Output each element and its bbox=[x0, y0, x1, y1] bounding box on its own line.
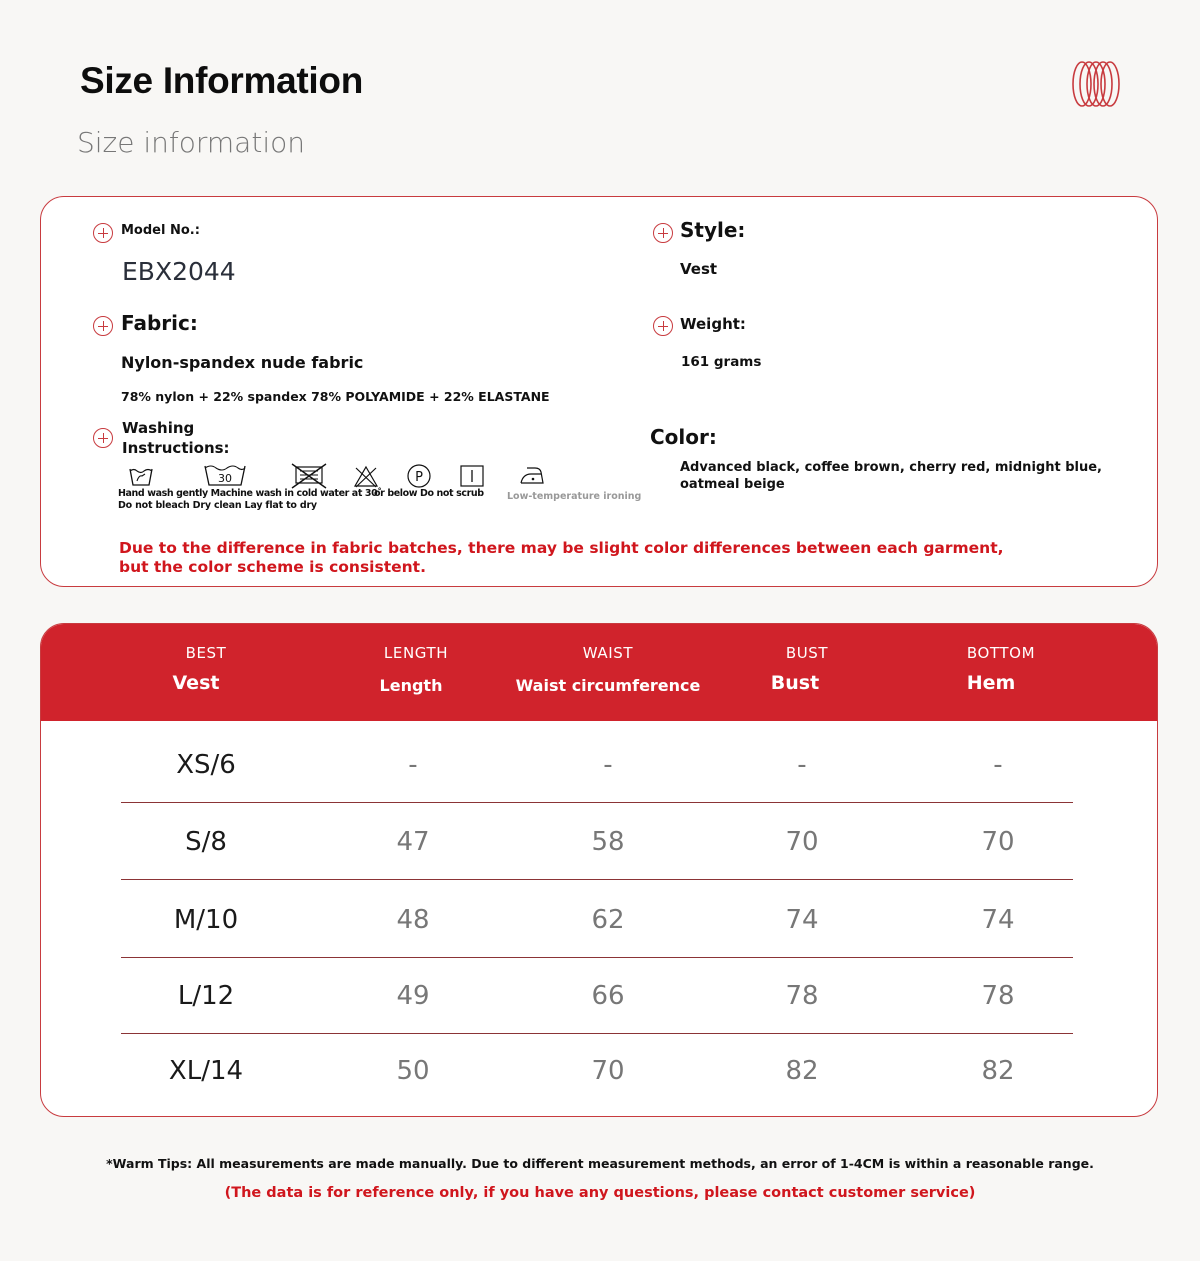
hem-cell: 82 bbox=[981, 1056, 1015, 1086]
lay-flat-dry-icon bbox=[459, 464, 485, 488]
do-not-scrub-icon bbox=[290, 463, 328, 489]
color-label: Color: bbox=[650, 425, 717, 449]
model-value: EBX2044 bbox=[122, 257, 236, 286]
page-subtitle: Size information bbox=[77, 126, 305, 159]
fabric-value: Nylon-spandex nude fabric bbox=[121, 353, 364, 372]
size-cell: XL/14 bbox=[168, 1056, 244, 1086]
weight-value: 161 grams bbox=[681, 354, 762, 370]
column-header-waist: WAIST Waist circumference bbox=[515, 644, 701, 695]
model-label: Model No.: bbox=[121, 223, 200, 238]
column-header-bust: BUST Bust bbox=[770, 644, 829, 694]
product-info-card bbox=[40, 196, 1158, 587]
waist-cell: 70 bbox=[591, 1056, 625, 1086]
style-label: Style: bbox=[680, 218, 746, 242]
length-cell: 47 bbox=[396, 827, 430, 857]
machine-wash-30-icon bbox=[203, 463, 247, 487]
fabric-label: Fabric: bbox=[121, 311, 198, 335]
column-header-length: LENGTH Length bbox=[379, 644, 449, 695]
length-cell: - bbox=[408, 750, 418, 780]
plus-icon bbox=[93, 428, 113, 448]
bust-cell: - bbox=[797, 750, 807, 780]
fabric-composition: 78% nylon + 22% spandex 78% POLYAMIDE + 22% ELASTANE bbox=[121, 389, 550, 404]
hem-cell: 74 bbox=[981, 905, 1015, 935]
column-header-vest: BEST Vest bbox=[172, 644, 227, 694]
hem-cell: 70 bbox=[981, 827, 1015, 857]
table-row bbox=[121, 1034, 1073, 1109]
washing-label: Washing bbox=[122, 419, 195, 437]
do-not-bleach-icon bbox=[353, 465, 379, 489]
svg-text:P: P bbox=[415, 470, 423, 485]
table-row bbox=[121, 959, 1073, 1034]
bust-cell: 70 bbox=[785, 827, 819, 857]
weight-label: Weight: bbox=[680, 315, 746, 333]
washing-text: or below Do not scrub bbox=[374, 488, 484, 499]
plus-icon bbox=[653, 223, 673, 243]
table-row bbox=[121, 883, 1073, 958]
style-value: Vest bbox=[680, 260, 718, 278]
size-cell: M/10 bbox=[173, 905, 239, 935]
svg-text:30: 30 bbox=[218, 472, 232, 485]
bust-cell: 82 bbox=[785, 1056, 819, 1086]
reference-note: (The data is for reference only, if you have any questions, please contact customer service) bbox=[224, 1185, 976, 1201]
waist-cell: 58 bbox=[591, 827, 625, 857]
table-row bbox=[121, 805, 1073, 880]
length-cell: 49 bbox=[396, 981, 430, 1011]
plus-icon bbox=[93, 316, 113, 336]
iron-low-icon bbox=[517, 463, 547, 489]
washing-text: Hand wash gently Machine wash in cold water at 30˚ bbox=[118, 488, 382, 499]
bust-cell: 74 bbox=[785, 905, 819, 935]
dry-clean-icon bbox=[406, 463, 432, 489]
waist-cell: 62 bbox=[591, 905, 625, 935]
hem-cell: - bbox=[993, 750, 1003, 780]
ironing-text: Low-temperature ironing bbox=[507, 491, 642, 502]
length-cell: 48 bbox=[396, 905, 430, 935]
size-cell: L/12 bbox=[177, 981, 235, 1011]
washing-text: Do not bleach Dry clean Lay flat to dry bbox=[118, 500, 317, 511]
table-row bbox=[121, 728, 1073, 803]
size-cell: S/8 bbox=[185, 827, 227, 857]
column-header-hem: BOTTOM Hem bbox=[966, 644, 1036, 694]
table-header bbox=[41, 624, 1157, 721]
warm-tip: *Warm Tips: All measurements are made manually. Due to different measurement methods, an error of 1-4CM is within a reasonable range. bbox=[106, 1156, 1094, 1171]
bust-cell: 78 bbox=[785, 981, 819, 1011]
color-value: Advanced black, coffee brown, cherry red, midnight blue, bbox=[680, 460, 1102, 475]
waist-cell: - bbox=[603, 750, 613, 780]
brand-logo-icon bbox=[1070, 58, 1122, 110]
length-cell: 50 bbox=[396, 1056, 430, 1086]
page-title: Size Information bbox=[80, 60, 363, 101]
washing-label-line2: Instructions: bbox=[122, 439, 230, 457]
color-notice: Due to the difference in fabric batches, there may be slight color differences between each garment, but the color scheme is consistent. bbox=[119, 539, 1004, 576]
hand-wash-icon bbox=[128, 465, 154, 487]
color-value-line2: oatmeal beige bbox=[680, 477, 785, 492]
size-table bbox=[40, 623, 1158, 1117]
size-cell: XS/6 bbox=[176, 750, 236, 780]
waist-cell: 66 bbox=[591, 981, 625, 1011]
plus-icon bbox=[93, 223, 113, 243]
plus-icon bbox=[653, 316, 673, 336]
hem-cell: 78 bbox=[981, 981, 1015, 1011]
